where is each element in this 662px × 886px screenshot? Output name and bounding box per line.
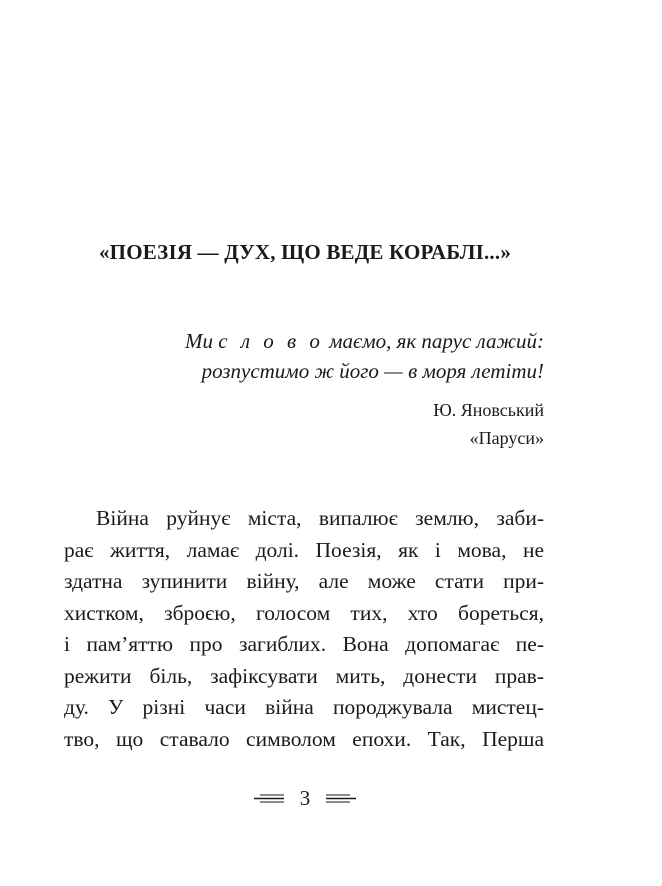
epigraph-line-1-start: Ми	[185, 329, 214, 353]
body-paragraph	[64, 503, 544, 755]
epigraph	[114, 326, 544, 452]
body-line: ду. У різні часи війна породжувала мистец-	[64, 695, 544, 719]
body-line: Війна руйнує міста, випалює землю, заби-	[96, 506, 544, 530]
page-footer	[0, 786, 610, 810]
epigraph-line-2: розпустимо ж його — в моря летіти!	[201, 359, 544, 383]
triple-line-ornament-icon	[254, 794, 284, 803]
triple-line-ornament-icon	[326, 794, 356, 803]
body-line: хистком, зброєю, голосом тих, хто бореться,	[64, 600, 544, 625]
epigraph-line-1	[114, 326, 544, 356]
body-line: і пам’яттю про загиблих. Вона допомагає пе-	[64, 632, 544, 656]
body-line: режити біль, зафіксувати мить, донести прав-	[64, 663, 544, 688]
body-line: рає життя, ламає долі. Поезія, як і мова, не	[64, 537, 544, 562]
epigraph-spaced-word: с л о в о	[218, 329, 324, 353]
epigraph-author	[114, 396, 544, 452]
epigraph-author-name: Ю. Яновський	[433, 400, 544, 420]
chapter-title: «ПОЕЗІЯ — ДУХ, ЩО ВЕДЕ КОРАБЛІ...»	[98, 240, 512, 264]
body-line: здатна зупинити війну, але може стати при-	[64, 569, 544, 593]
epigraph-source: «Паруси»	[469, 428, 544, 448]
page-number: 3	[299, 786, 311, 810]
epigraph-line-1-end: маємо, як парус лажий:	[329, 329, 544, 353]
body-line: тво, що ставало символом епохи. Так, Перша	[64, 726, 544, 751]
